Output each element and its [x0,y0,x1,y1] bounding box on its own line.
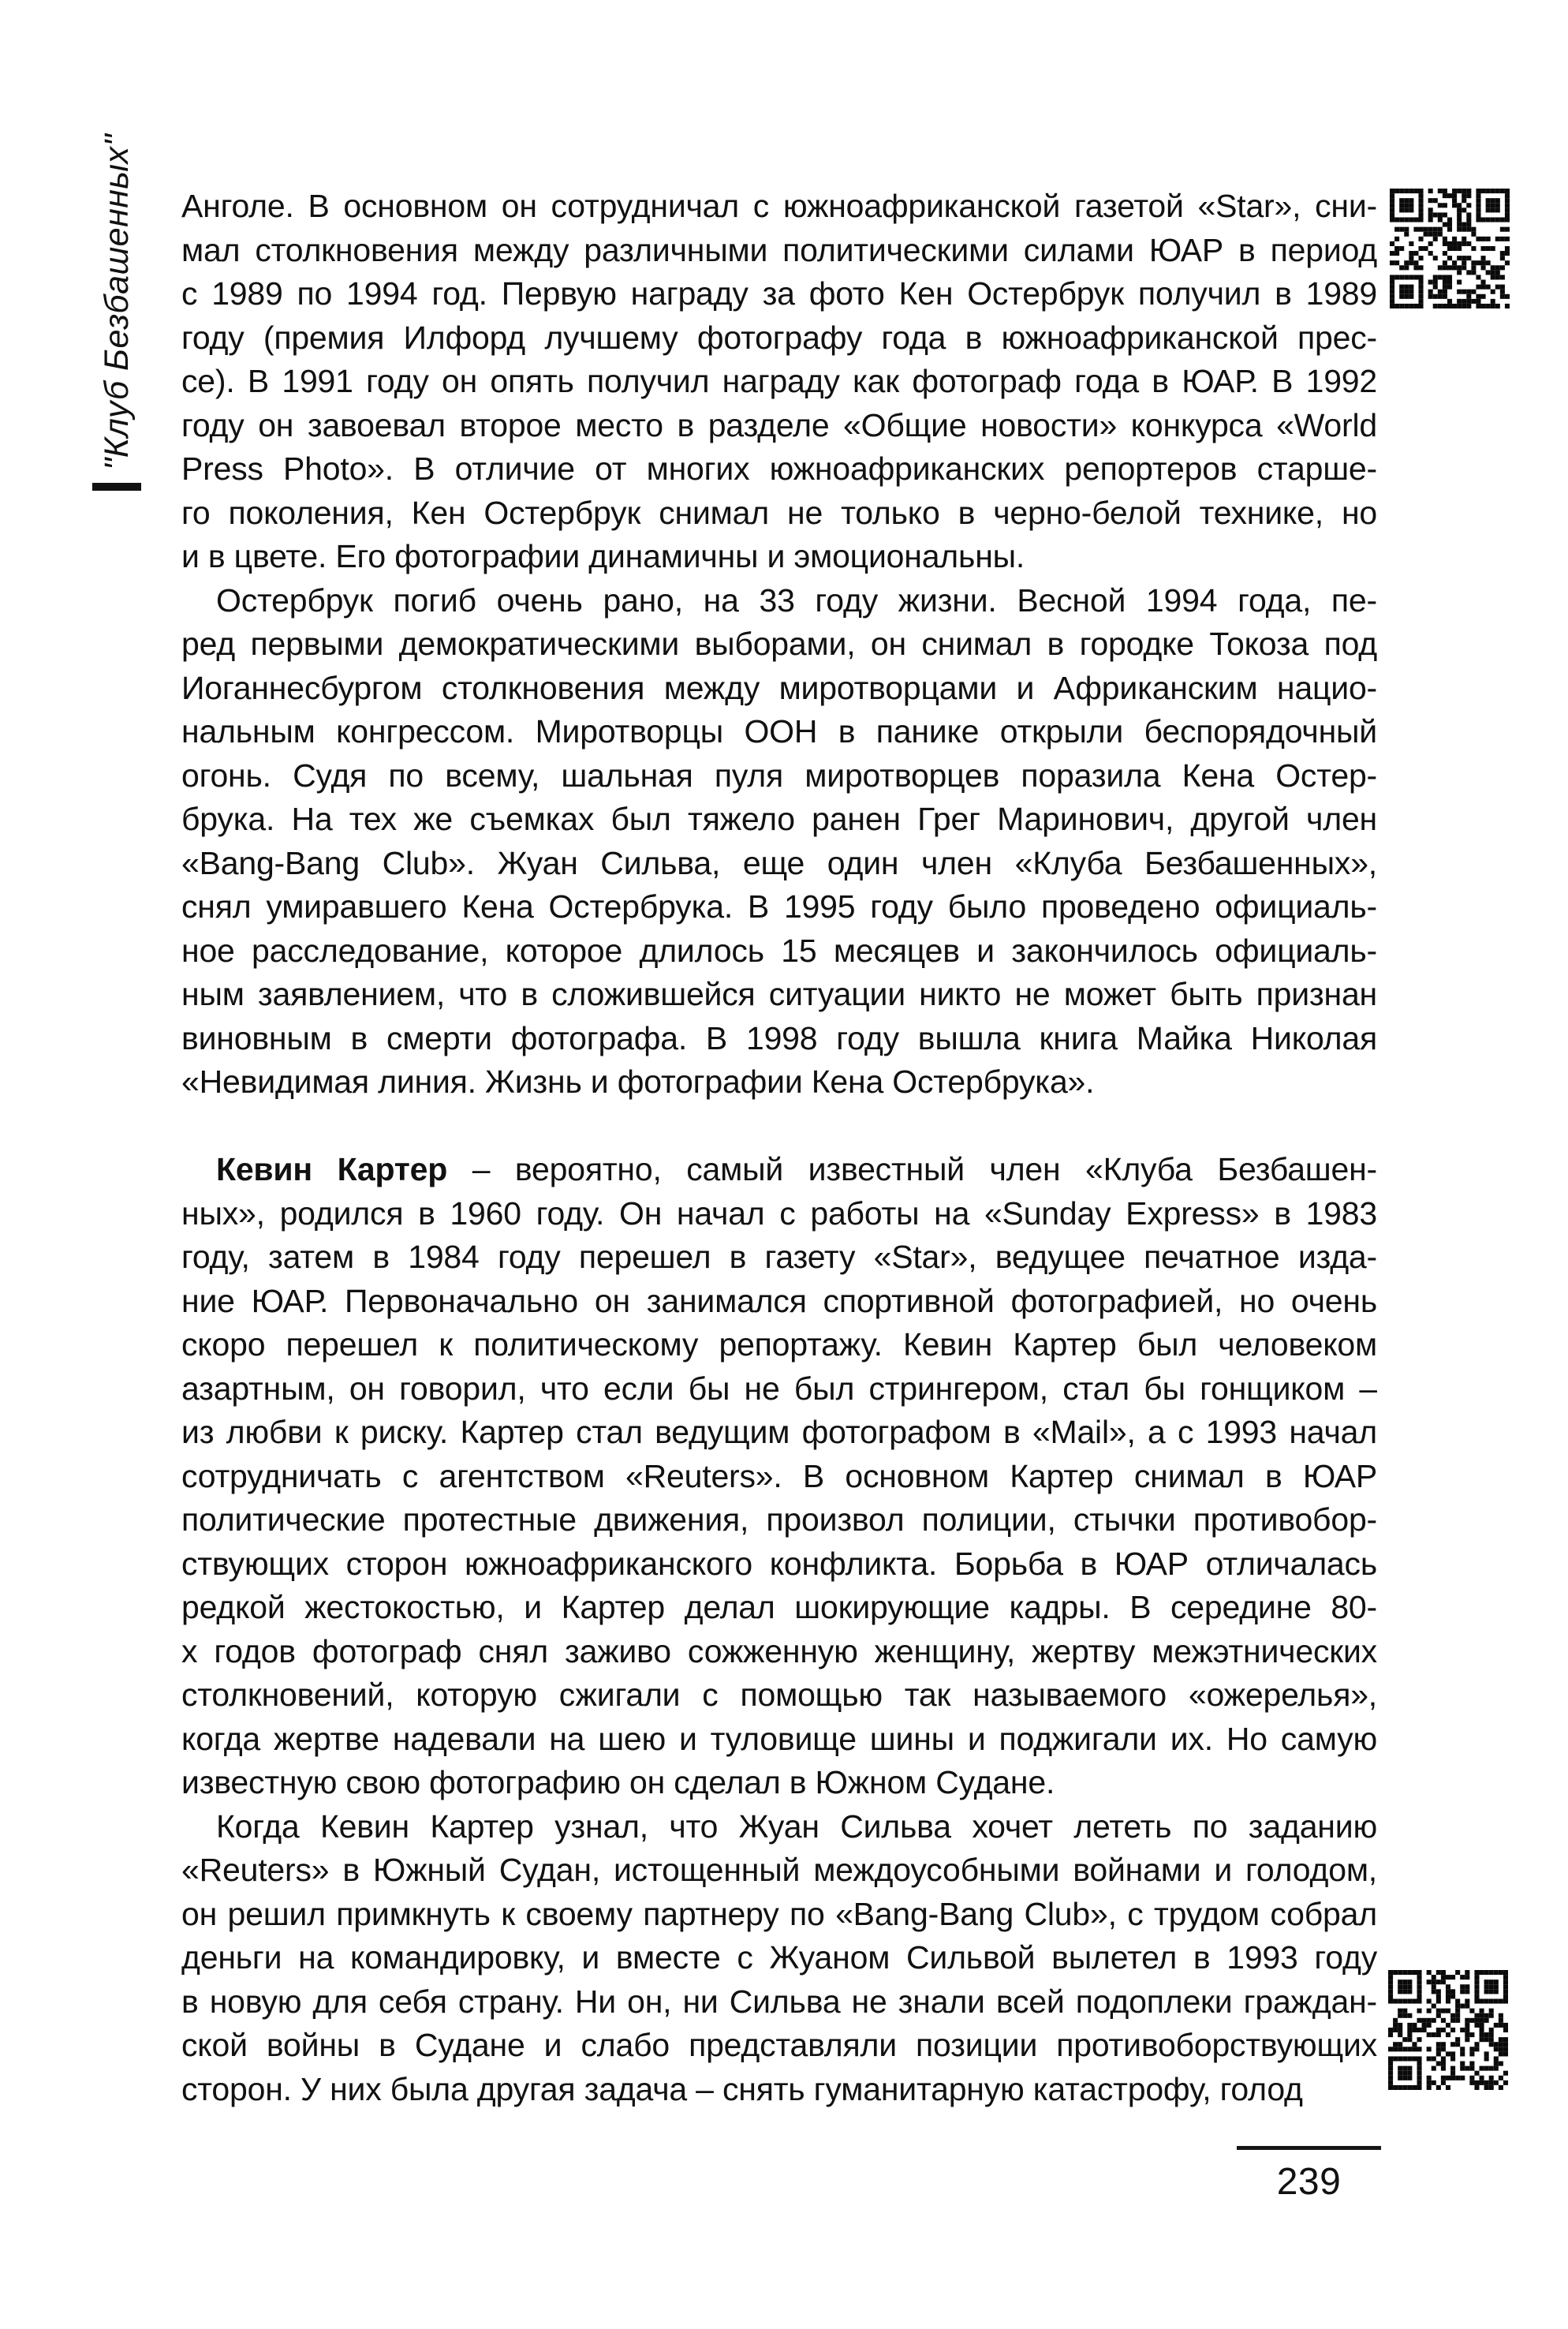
text-line: сторон. У них была другая задача – снять гуманитарную катастрофу, голод [181,2070,1303,2107]
text-line: Анголе. В основном он сотрудничал с южноафриканской газетой «Star», сни- [181,188,1377,224]
text-line: Иоганнесбургом столкновения между миротворцами и Африканским нацио- [181,669,1377,706]
text-line: ных», родился в 1960 году. Он начал с работы на «Sunday Express» в 1983 [181,1194,1377,1232]
text-line: известную свою фотографию он сделал в Южном Судане. [181,1764,1055,1800]
text-line: Кевин Картер – вероятно, самый известный член «Клуба Безбашен- [216,1151,1377,1187]
text-line: Press Photo». В отличие от многих южноафриканских репортеров старше- [181,450,1377,487]
text-line: «Bang-Bang Club». Жуан Сильва, еще один член «Клуба Безбашенных», [181,844,1377,881]
text-line: ние ЮАР. Первоначально он занимался спортивной фотографией, но очень [181,1282,1377,1319]
text-line: ным заявлением, что в сложившейся ситуации никто не может быть признан [181,976,1377,1012]
text-line: году, затем в 1984 году перешел в газету «Star», ведущее печатное изда- [181,1239,1377,1275]
text-line: и в цвете. Его фотографии динамичны и эмоциональны. [181,538,1025,574]
text-line: х годов фотограф снял заживо сожженную женщину, жертву межэтнических [181,1632,1377,1669]
text-line: ствующих сторон южноафриканского конфликта. Борьба в ЮАР отличалась [181,1545,1377,1582]
paragraph [181,579,1377,1105]
text-line: «Невидимая линия. Жизнь и фотографии Кена Остербрука». [181,1064,1095,1100]
text-line: «Reuters» в Южный Судан, истощенный междоусобными войнами и голодом, [181,1852,1377,1888]
text-line: Остербрук погиб очень рано, на 33 году жизни. Весной 1994 года, пе- [216,581,1377,619]
text-line: столкновений, которую сжигали с помощью так называемого «ожерелья», [181,1677,1377,1713]
text-line: он решил примкнуть к своему партнеру по «Bang-Bang Club», с трудом собрал [181,1895,1377,1932]
page-number: 239 [1276,2161,1342,2203]
margin-title-text: "Клуб Безбашенных" [97,133,136,470]
text-line: азартным, он говорил, что если бы не был стрингером, стал бы гонщиком – [181,1370,1377,1407]
text-line: в новую для себя страну. Ни он, ни Сильва не знали всей подоплеки граждан- [181,1983,1377,2020]
text-line: редкой жестокостью, и Картер делал шокирующие кадры. В середине 80- [181,1589,1377,1625]
margin-title-rule [92,483,141,491]
text-line: го поколения, Кен Остербрук снимал не только в черно-белой технике, но [181,494,1377,531]
footer-rule [1237,2146,1381,2150]
paragraph [181,185,1377,579]
text-line: ред первыми демократическими выборами, он снимал в городке Токоза под [181,626,1377,662]
paragraph [181,1148,1377,1805]
text-line: се). В 1991 году он опять получил награду как фотограф года в ЮАР. В 1992 [181,363,1377,399]
text-line: году он завоевал второе место в разделе «Общие новости» конкурса «World [181,406,1377,443]
text-line: году (премия Илфорд лучшему фотографу года в южноафриканской прес- [181,319,1377,356]
text-line: из любви к риску. Картер стал ведущим фотографом в «Mail», а с 1993 начал [181,1414,1377,1450]
text-line: виновным в смерти фотографа. В 1998 году вышла книга Майка Николая [181,1019,1377,1056]
text-line: снял умиравшего Кена Остербрука. В 1995 году было проведено официаль- [181,888,1377,925]
text-line: скоро перешел к политическому репортажу. Кевин Картер был человеком [181,1326,1377,1363]
text-line: сотрудничать с агентством «Reuters». В основном Картер снимал в ЮАР [181,1457,1377,1494]
qr-code-icon [1388,1970,1508,2090]
paragraph [181,1805,1377,2112]
text-line: нальным конгрессом. Миротворцы ООН в панике открыли беспорядочный [181,713,1377,750]
lead-bold-text: Кевин Картер [216,1151,448,1187]
text-line: ской войны в Судане и слабо представляли позиции противоборствующих [181,2027,1377,2063]
text-line: когда жертве надевали на шею и туловище шины и поджигали их. Но самую [181,1720,1377,1757]
text-line: политические протестные движения, произвол полиции, стычки противобор- [181,1501,1377,1538]
text-line: с 1989 по 1994 год. Первую награду за фото Кен Остербрук получил в 1989 [181,275,1377,312]
text-line: Когда Кевин Картер узнал, что Жуан Сильва хочет лететь по заданию [216,1807,1377,1845]
text-line: деньги на командировку, и вместе с Жуаном Сильвой вылетел в 1993 году [181,1939,1377,1976]
text-line: огонь. Судя по всему, шальная пуля миротворцев поразила Кена Остер- [181,757,1377,794]
qr-code-icon [1390,189,1510,308]
margin-title [88,134,145,491]
qr-code-bottom [1388,1970,1508,2090]
text-block [181,185,1377,2111]
text-line: брука. На тех же съемках был тяжело ранен Грег Маринович, другой член [181,801,1377,837]
qr-code-top [1390,189,1510,308]
text-line: ное расследование, которое длилось 15 месяцев и закончилось официаль- [181,932,1377,969]
text-line: мал столкновения между различными политическими силами ЮАР в период [181,231,1377,268]
